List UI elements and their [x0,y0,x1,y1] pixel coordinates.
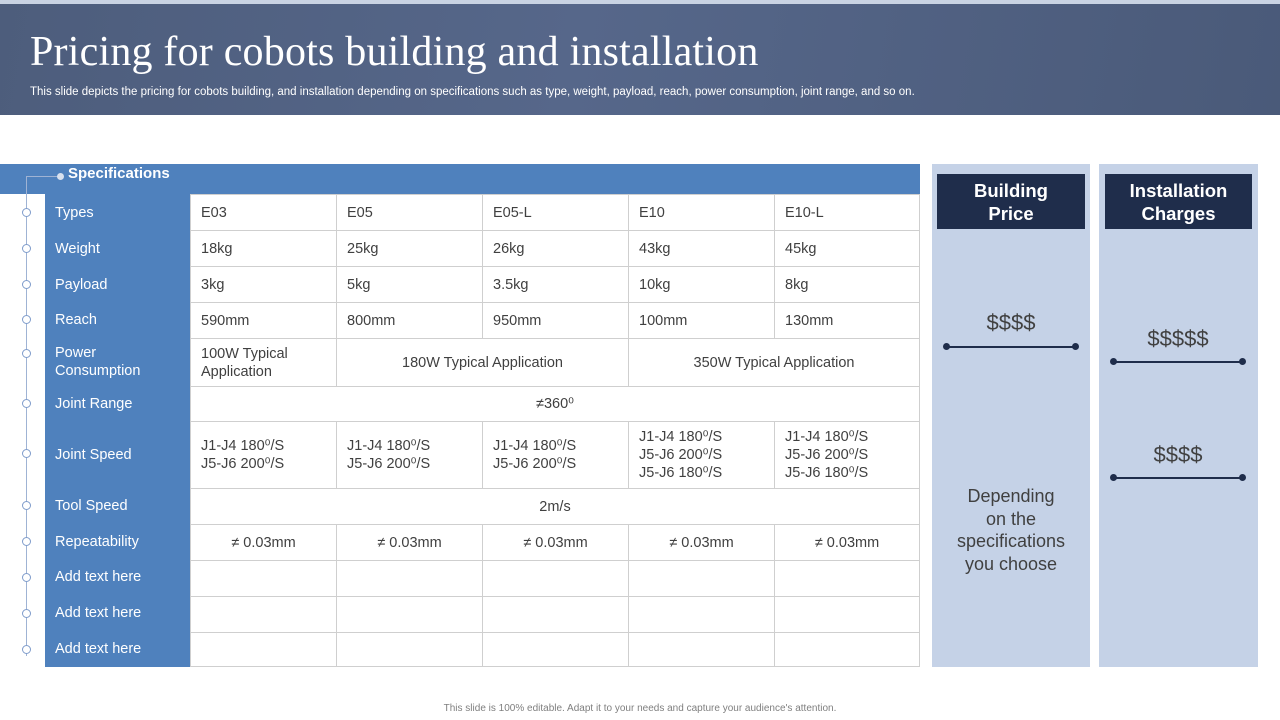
table-cell: 26kg [482,230,629,267]
table-cell-merged: 2m/s [190,488,920,525]
timeline-connector [26,176,60,177]
timeline-circle [22,315,31,324]
table-cell: 8kg [774,266,920,303]
price-divider-dot [1239,474,1246,481]
table-cell-empty [628,560,775,597]
timeline-circle [22,537,31,546]
row-label-power-line2: Consumption [55,363,141,379]
row-label-power-consumption [55,344,140,380]
table-cell: 950mm [482,302,629,339]
specifications-table [190,194,920,667]
building-price-panel [932,164,1090,667]
row-label-reach: Reach [55,312,97,328]
table-cell: 5kg [336,266,483,303]
cell-line: J5-J6 200⁰/S [639,447,723,463]
table-cell-empty [482,560,629,597]
timeline-circle [22,449,31,458]
timeline-circle [22,501,31,510]
note-line: Depending [967,486,1055,506]
note-line: on the [985,508,1037,529]
table-cell: E10-L [774,194,920,231]
row-label-payload: Payload [55,277,108,293]
timeline-dot [57,173,64,180]
table-cell: ≠ 0.03mm [190,524,337,561]
timeline-circle [22,244,31,253]
building-title-line1: Building [974,179,1048,201]
timeline-circle [22,208,31,217]
cell-line: Application [201,363,272,380]
table-cell-empty [190,560,337,597]
cell-line: J1-J4 180⁰/S [201,438,285,454]
specifications-header-bar [0,164,920,194]
specifications-heading: Specifications [68,165,170,182]
table-cell-empty [482,596,629,633]
cell-line: J5-J6 200⁰/S [785,447,869,463]
table-cell: 3.5kg [482,266,629,303]
cell-line: J1-J4 180⁰/S [493,438,577,454]
table-cell: E10 [628,194,775,231]
cell-line: J1-J4 180⁰/S [347,438,431,454]
price-divider-dot [1110,474,1117,481]
table-cell [190,421,337,489]
table-cell-empty [774,632,920,667]
table-cell: 45kg [774,230,920,267]
row-label-joint-speed: Joint Speed [55,447,132,463]
price-divider-line [1114,477,1243,479]
slide-title: Pricing for cobots building and installation [30,29,759,75]
price-divider-dot [1072,343,1079,350]
table-cell: ≠ 0.03mm [336,524,483,561]
installation-price-value: $$$$$ [1147,326,1209,351]
cell-line: 100W Typical [201,345,288,362]
cell-line: J5-J6 180⁰/S [785,465,869,481]
table-cell: ≠ 0.03mm [482,524,629,561]
table-cell: 130mm [774,302,920,339]
slide-subtitle: This slide depicts the pricing for cobots building, and installation depending on specifications such as type, weight, payload, reach, power consumption, joint range, and so on. [30,86,915,98]
table-cell: E05-L [482,194,629,231]
table-cell-empty [190,632,337,667]
price-divider-dot [1110,358,1117,365]
cell-line: J5-J6 180⁰/S [639,465,723,481]
table-cell [190,338,337,387]
building-price-note [941,485,1081,575]
timeline-circle [22,573,31,582]
table-cell: 800mm [336,302,483,339]
table-cell-empty [774,560,920,597]
table-cell-empty [628,632,775,667]
building-price-title [937,174,1085,229]
table-cell: ≠ 0.03mm [628,524,775,561]
table-cell [336,421,483,489]
table-cell: ≠ 0.03mm [774,524,920,561]
table-cell [628,421,775,489]
slide-header [0,4,1280,115]
row-label-types: Types [55,205,94,221]
price-divider-dot [1239,358,1246,365]
row-label-joint-range: Joint Range [55,396,133,412]
price-divider-line [947,346,1076,348]
timeline-circle [22,609,31,618]
installation-charges-title [1105,174,1252,229]
building-price-value: $$$$ [986,310,1036,335]
table-cell-empty [190,596,337,633]
price-divider-dot [943,343,950,350]
note-line: specifications [956,531,1066,551]
table-cell: 100mm [628,302,775,339]
cell-line: J1-J4 180⁰/S [639,429,723,445]
table-cell-empty [628,596,775,633]
note-line: you choose [964,553,1058,574]
row-label-column [45,194,190,667]
table-cell-empty [774,596,920,633]
table-cell [774,421,920,489]
table-cell: 43kg [628,230,775,267]
cell-line: J5-J6 200⁰/S [347,456,431,472]
table-cell-merged: ≠360⁰ [190,386,920,422]
timeline-circle [22,399,31,408]
timeline-circle [22,280,31,289]
table-cell-merged: 180W Typical Application [336,338,629,387]
installation-title-line2: Charges [1141,202,1216,224]
row-label-repeatability: Repeatability [55,534,139,550]
cell-line: J5-J6 200⁰/S [493,456,577,472]
timeline-circle [22,645,31,654]
cell-line: J5-J6 200⁰/S [201,456,285,472]
timeline-circle [22,349,31,358]
price-divider-line [1114,361,1243,363]
installation-charges-panel [1099,164,1258,667]
row-label-add-text: Add text here [55,569,142,585]
row-label-tool-speed: Tool Speed [55,498,128,514]
table-cell-empty [336,560,483,597]
row-label-add-text: Add text here [55,605,142,621]
installation-title-line1: Installation [1129,179,1228,201]
building-title-line2: Price [988,202,1034,224]
table-cell: E05 [336,194,483,231]
table-cell: 18kg [190,230,337,267]
table-cell: 590mm [190,302,337,339]
table-cell-merged: 350W Typical Application [628,338,920,387]
cell-line: J1-J4 180⁰/S [785,429,869,445]
row-label-add-text: Add text here [55,641,142,657]
installation-price-value: $$$$ [1153,442,1203,467]
table-cell: 25kg [336,230,483,267]
table-cell: 3kg [190,266,337,303]
table-cell-empty [482,632,629,667]
table-cell: 10kg [628,266,775,303]
table-cell-empty [336,632,483,667]
table-cell [482,421,629,489]
row-label-power-line1: Power [55,345,97,361]
table-cell: E03 [190,194,337,231]
table-cell-empty [336,596,483,633]
row-label-weight: Weight [55,241,100,257]
slide-footer-note: This slide is 100% editable. Adapt it to your needs and capture your audience's attention. [443,703,837,714]
